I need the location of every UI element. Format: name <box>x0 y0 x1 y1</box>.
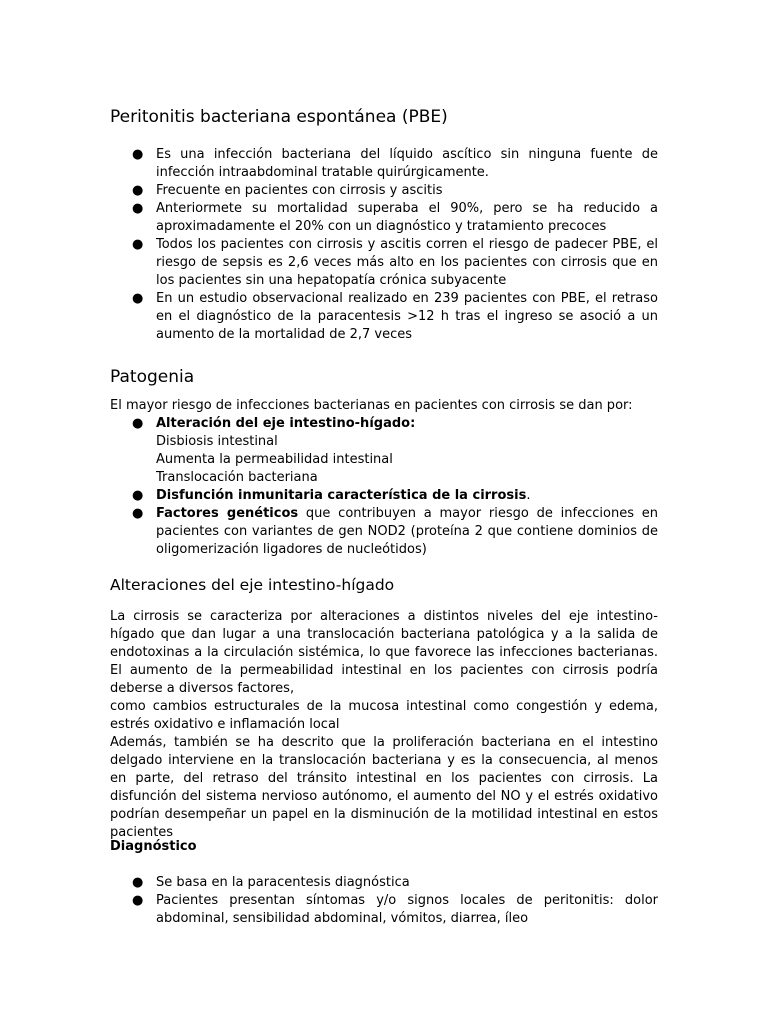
patogenia-intro: El mayor riesgo de infecciones bacterianas en pacientes con cirrosis se dan por: <box>110 398 633 413</box>
section-title-patogenia: Patogenia <box>110 367 195 387</box>
bullet-icon: ● <box>132 183 144 198</box>
list-item: ● Alteración del eje intestino-hígado: Disbiosis intestinal Aumenta la permeabilidad intestinal Translocación bacteriana <box>132 416 416 485</box>
list-item: ● Frecuente en pacientes con cirrosis y ascitis <box>132 183 443 198</box>
list-item: ● Todos los pacientes con cirrosis y ascitis corren el riesgo de padecer PBE, el riesgo de sepsis es 2,6 veces más alto en los pacientes con cirrosis que en los pacientes sin una hepatopatía crónica subyacente <box>132 237 658 288</box>
list-item: ● Anteriormete su mortalidad superaba el 90%, pero se ha reducido a aproximadamente el 20% con un diagnóstico y tratamiento precoces <box>132 201 658 234</box>
bullet-icon: ● <box>132 201 144 216</box>
diagnostico-bullet-list <box>110 874 658 928</box>
paragraph: La cirrosis se caracteriza por alteraciones a distintos niveles del eje intestino-hígado que dan lugar a una translocación bacteriana patológica y a la salida de endotoxinas a la circulación sistémica, lo que favorece las infecciones bacterianas. El aumento de la permeabilidad intestinal en los pacientes con cirrosis podría deberse a diversos factores, <box>110 609 658 696</box>
paragraph: como cambios estructurales de la mucosa intestinal como congestión y edema, estrés oxidativo e inflamación local <box>110 699 658 732</box>
pbe-bullet-list <box>110 146 658 344</box>
list-item: ● Se basa en la paracentesis diagnóstica <box>132 875 410 890</box>
section-title-pbe: Peritonitis bacteriana espontánea (PBE) <box>110 107 448 127</box>
bullet-icon: ● <box>132 237 144 252</box>
paragraph: Además, también se ha descrito que la proliferación bacteriana en el intestino delgado interviene en la translocación bacteriana y es la consecuencia, al menos en parte, del retraso del tránsito intestinal en los pacientes con cirrosis. La disfunción del sistema nervioso autónomo, el aumento del NO y el estrés oxidativo podrían desempeñar un papel en la disminución de la motilidad intestinal en estos pacientes <box>110 735 658 840</box>
bullet-icon: ● <box>132 506 144 521</box>
patogenia-bullet-list <box>110 415 658 559</box>
list-item: ● Factores genéticos que contribuyen a mayor riesgo de infecciones en pacientes con variantes de gen NOD2 (proteína 2 que contiene dominios de oligomerización ligadores de nucleótidos) <box>132 506 658 557</box>
bullet-icon: ● <box>132 875 144 890</box>
alteraciones-body <box>110 608 658 842</box>
list-item: ● En un estudio observacional realizado en 239 pacientes con PBE, el retraso en el diagnóstico de la paracentesis >12 h tras el ingreso se asoció a un aumento de la mortalidad de 2,7 veces <box>132 291 658 342</box>
section-title-alteraciones: Alteraciones del eje intestino-hígado <box>110 576 395 594</box>
list-item: ● Es una infección bacteriana del líquido ascítico sin ninguna fuente de infección intraabdominal tratable quirúrgicamente. <box>132 147 658 180</box>
bullet-icon: ● <box>132 488 144 503</box>
list-item: ● Pacientes presentan síntomas y/o signos locales de peritonitis: dolor abdominal, sensibilidad abdominal, vómitos, diarrea, íleo <box>132 893 658 926</box>
bullet-icon: ● <box>132 147 144 162</box>
list-item: ● Disfunción inmunitaria característica de la cirrosis. <box>132 488 531 503</box>
bullet-icon: ● <box>132 893 144 908</box>
bullet-icon: ● <box>132 416 144 431</box>
bullet-icon: ● <box>132 291 144 306</box>
section-title-diagnostico: Diagnóstico <box>110 839 197 854</box>
